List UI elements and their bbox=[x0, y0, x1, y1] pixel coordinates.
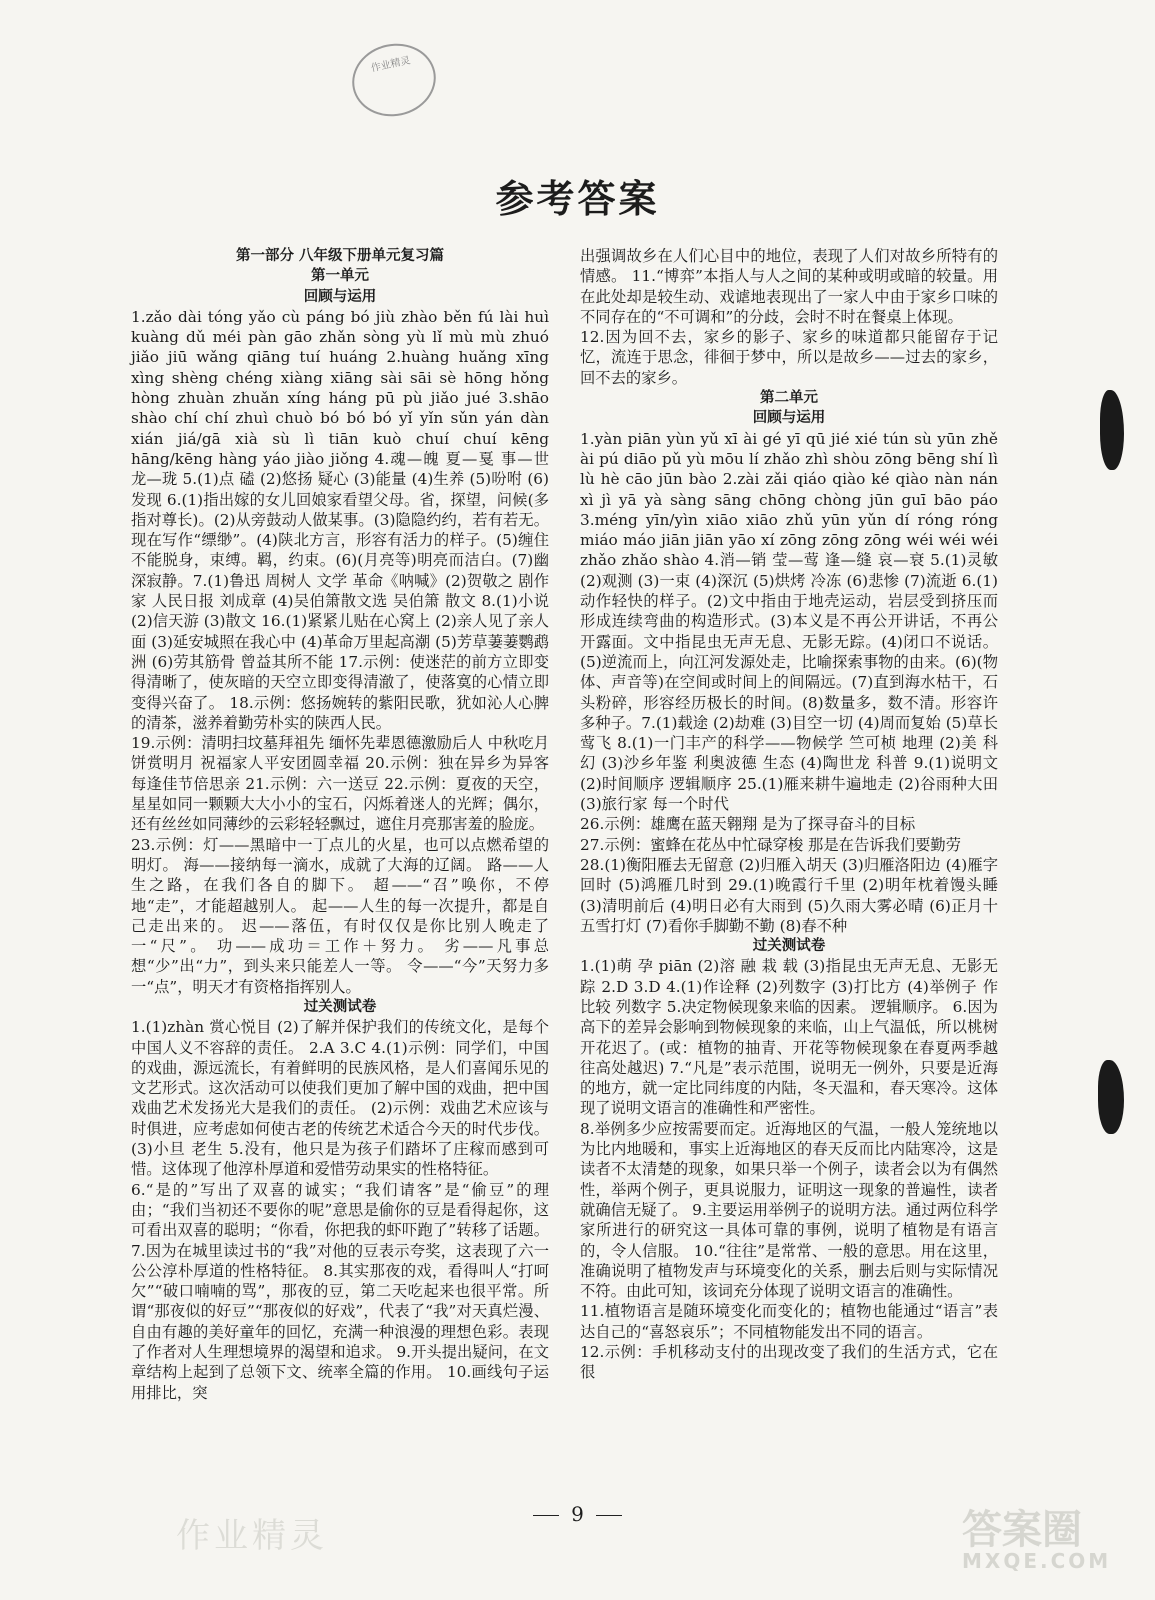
left-column bbox=[131, 246, 549, 1403]
answer-paragraph: 11.植物语言是随环境变化而变化的；植物也能通过“语言”表达自己的“喜怒哀乐”；不同植物能发出不同的语言。 bbox=[580, 1302, 998, 1341]
answer-paragraph: 8.举例多少应按需要而定。近海地区的气温，一般人笼统地以为比内地暖和，事实上近海地区的春天反而比内陆寒冷，这是读者不太清楚的现象，如果只举一个例子，读者会以为有偶然性，举两个例子，更具说服力，证明这一现象的普遍性，读者就确信无疑了。 9.主要运用举例子的说明方法。通过两位科学家所进行的研究这一具体可靠的事例，说明了植物是有语言的，令人信服。 10.“往往”是常常、一般的意思。用在这里，准确说明了植物发声与环境变化的关系，删去后则与实际情况不符。由此可知，该词充分体现了说明文语言的准确性。 bbox=[580, 1119, 998, 1301]
answer-paragraph: 12.因为回不去，家乡的影子、家乡的味道都只能留存于记忆，流连于思念，徘徊于梦中，所以是故乡——过去的家乡，回不去的家乡。 bbox=[580, 328, 998, 387]
watermark-logo-text: 答案圈 bbox=[962, 1507, 1082, 1553]
part-heading: 第一部分 八年级下册单元复习篇 bbox=[235, 247, 445, 264]
page-title: 参考答案 bbox=[495, 176, 660, 221]
unit-heading: 第一单元 bbox=[311, 267, 369, 285]
watermark-left: 作业精灵 bbox=[176, 1516, 328, 1556]
section-heading: 回顾与运用 bbox=[303, 287, 377, 305]
watermark-domain: MXQE.COM bbox=[962, 1549, 1112, 1573]
section-heading: 过关测试卷 bbox=[752, 937, 826, 955]
answer-paragraph: 1.(1)萌 孕 piān (2)溶 融 栽 载 (3)指昆虫无声无息、无影无踪 2.D 3.D 4.(1)作诠释 (2)列数字 (3)打比方 (4)举例子 作比较 列数字 5.决定物候现象来临的因素。 逻辑顺序。 6.因为高下的差异会影响到物候现象的来临，山上气温低，所以桃树开花迟了。(或：植物的抽青、开花等物候现象在春夏两季越往高处越迟) 7.“凡是”表示范围，说明无一例外，只要是近海的地方，就一定比同纬度的内陆，冬天温和，春天寒冷。这体现了说明文语言的准确性和严密性。 bbox=[580, 957, 998, 1118]
answer-paragraph: 19.示例：清明扫坟墓拜祖先 缅怀先辈恩德激励后人 中秋吃月饼赏明月 祝福家人平安团圆幸福 20.示例：独在异乡为异客 每逢佳节倍思亲 21.示例：六一送豆 22.示例：夏夜的天空，星星如同一颗颗大大小小的宝石，闪烁着迷人的光辉；偶尔，还有丝丝如同薄纱的云彩轻轻飘过，遮住月亮那害羞的脸庞。 bbox=[131, 734, 549, 834]
watermark-right bbox=[962, 1498, 1111, 1573]
stamp: 作业精灵 bbox=[345, 36, 442, 124]
answer-paragraph: 1.zǎo dài tóng yǎo cù páng bó jiù zhào běn fú lài huì kuàng dǔ méi pàn gāo zhǎn sòng yù lǐ mù mù zhuó jiǎo jiū wǎng qiāng tuí huáng 2.huàng huǎng xīng xìng shèng chéng xiàng xiāng sài sāi sè hōng hǒng hòng zhuàn zhuǎn xíng háng pū pù jiǎo jué 3.shāo shào chí chí zhuì chuò bó bó bó yǐ yǐn sǔn yán dàn xián jiá/gā xià sù lì tiān kuò chuí chuí kēng hāng/kēng hàng yáo jiào jiǒng 4.魂—魄 夏—戛 事—世 龙—珑 5.(1)点 磕 (2)悠扬 疑心 (3)能量 (4)生养 (5)吩咐 (6)发现 6.(1)指出嫁的女儿回娘家看望父母。省，探望，问候(多指对尊长)。(2)从旁鼓动人做某事。(3)隐隐约约，若有若无。现在写作“缥缈”。(4)陕北方言，形容有活力的样子。(5)缠住不能脱身，束缚。羁，约束。(6)(月亮等)明亮而洁白。(7)幽深寂静。7.(1)鲁迅 周树人 文学 革命《呐喊》(2)贺敬之 剧作家 人民日报 刘成章 (4)吴伯箫散文选 吴伯箫 散文 8.(1)小说 (2)信天游 (3)散文 16.(1)紧紧儿贴在心窝上 (2)亲人见了亲人面 (3)延安城照在我心中 (4)革命万里起高潮 (5)芳草萋萋鹦鹉洲 (6)劳其筋骨 曾益其所不能 17.示例：使迷茫的前方立即变得清晰了，使灰暗的天空立即变得清澈了，使落寞的心情立即变得兴奋了。 18.示例：悠扬婉转的紫阳民歌，犹如沁人心脾的清茶，滋养着勤劳朴实的陕西人民。 bbox=[131, 307, 549, 732]
edge-smudge-top bbox=[1100, 390, 1124, 470]
answer-paragraph: 28.(1)衡阳雁去无留意 (2)归雁入胡天 (3)归雁洛阳边 (4)雁字回时 (5)鸿雁几时到 29.(1)晚霞行千里 (2)明年枕着馒头睡 (3)清明前后 (4)明日必有大雨到 (5)久雨大雾必晴 (6)正月十五雪打灯 (7)看你手脚勤不勤 (8)春不种 bbox=[580, 855, 998, 935]
page-number-dash-left bbox=[533, 1515, 559, 1516]
answer-paragraph: 出强调故乡在人们心目中的地位，表现了人们对故乡所特有的情感。 11.“博弈”本指人与人之间的某种或明或暗的较量。用在此处却是较生动、戏谑地表现出了一家人中由于家乡口味的不同存在的“不可调和”的分歧，会时不时在餐桌上体现。 bbox=[580, 247, 998, 326]
answer-paragraph: 1.(1)zhàn 赏心悦目 (2)了解并保护我们的传统文化，是每个中国人义不容辞的责任。 2.A 3.C 4.(1)示例：同学们，中国的戏曲，源远流长，有着鲜明的民族风格，是人们喜闻乐见的文艺形式。这次活动可以使我们更加了解中国的戏曲，把中国戏曲艺术发扬光大是我们的责任。 (2)示例：戏曲艺术应该与时俱进，应考虑如何使古老的传统艺术适合今天的时代步伐。 (3)小旦 老生 5.没有，他只是为孩子们踏坏了庄稼而感到可惜。这体现了他淳朴厚道和爱惜劳动果实的性格特征。 bbox=[131, 1018, 549, 1179]
page-number-dash-right bbox=[596, 1515, 622, 1516]
answer-paragraph: 26.示例：雄鹰在蓝天翱翔 是为了探寻奋斗的目标 bbox=[580, 815, 916, 834]
section-heading: 过关测试卷 bbox=[303, 997, 377, 1015]
answer-paragraph: 27.示例：蜜蜂在花丛中忙碌穿梭 那是在告诉我们要勤劳 bbox=[580, 835, 962, 854]
page-number-value: 9 bbox=[571, 1502, 584, 1526]
section-heading: 回顾与运用 bbox=[752, 409, 826, 427]
answer-paragraph: 6.“是的”写出了双喜的诚实；“我们请客”是“偷豆”的理由；“我们当初还不要你的呢”意思是偷你的豆是看得起你，这可看出双喜的聪明；“你看，你把我的虾吓跑了”转移了话题。 7.因为在城里读过书的“我”对他的豆表示夸奖，这表现了六一公公淳朴厚道的性格特征。 8.其实那夜的戏，看得叫人“打呵欠”“破口喃喃的骂”，那夜的豆，第二天吃起来也很平常。所谓“那夜似的好豆”“那夜似的好戏”，代表了“我”对天真烂漫、自由有趣的美好童年的回忆，充满一种浪漫的理想色彩。表现了作者对人生理想境界的渴望和追求。 9.开头提出疑问，在文章结构上起到了总领下文、统率全篇的作用。 10.画线句子运用排比，突 bbox=[131, 1180, 549, 1402]
answer-paragraph: 23.示例：灯——黑暗中一丁点儿的火星，也可以点燃希望的明灯。 海——接纳每一滴水，成就了大海的辽阔。 路——人生之路，在我们各自的脚下。 超——“召”唤你，不停地“走”，才能超越别人。 起——人生的每一次提升，都是自己走出来的。 迟——落伍，有时仅仅是你比别人晚走了一“尺”。 功——成功＝工作＋努力。 劣——凡事总想“少”出“力”，到头来只能差人一等。 令——“今”天努力多一“点”，明天才有资格指挥别人。 bbox=[131, 835, 549, 996]
edge-smudge-bottom bbox=[1098, 1060, 1124, 1134]
answer-paragraph: 12.示例：手机移动支付的出现改变了我们的生活方式，它在很 bbox=[580, 1343, 998, 1382]
right-column bbox=[580, 246, 998, 1383]
unit-heading: 第二单元 bbox=[760, 389, 818, 407]
answer-paragraph: 1.yàn piān yùn yǔ xī ài gé yī qū jié xié tún sù yūn zhě ài pú diāo pǔ yù mōu lí zhǎo zhì shòu zōng bēng shí lì lù hè cāo jūn bào 2.zài zǎi qiáo qiào ké qiào nàn nán xì jì yā yà sàng sāng chōng chòng jūn guī bāo páo 3.méng yīn/yìn xiāo xiāo zhǔ yūn yǔn dí róng róng miáo máo jiān jiān yāo xí zōng zōng zōng wéi wéi wéi zhǎo zhǎo shào 4.消—销 莹—莺 逢—缝 哀—衰 5.(1)灵敏 (2)观测 (3)一束 (4)深沉 (5)烘烤 冷冻 (6)悲惨 (7)流逝 6.(1)动作轻快的样子。(2)文中指由于地壳运动，岩层受到挤压而形成连续弯曲的构造形式。(3)本义是不再公开讲话，不再公开露面。文中指昆虫无声无息、无影无踪。(4)闭口不说话。(5)逆流而上，向江河发源处走，比喻探索事物的由来。(6)(物体、声音等)在空间或时间上的间隔远。(7)直到海水枯干，石头粉碎，形容经历极长的时间。(8)数量多，数不清。形容许多种子。7.(1)载途 (2)劫难 (3)目空一切 (4)周而复始 (5)草长莺飞 8.(1)一门丰产的科学——物候学 竺可桢 地理 (2)美 科幻 (3)沙乡年鉴 利奥波德 生态 (4)陶世龙 科普 9.(1)说明文 (2)时间顺序 逻辑顺序 25.(1)雁来耕牛遍地走 (2)谷雨种大田 (3)旅行家 每一个时代 bbox=[580, 429, 998, 814]
